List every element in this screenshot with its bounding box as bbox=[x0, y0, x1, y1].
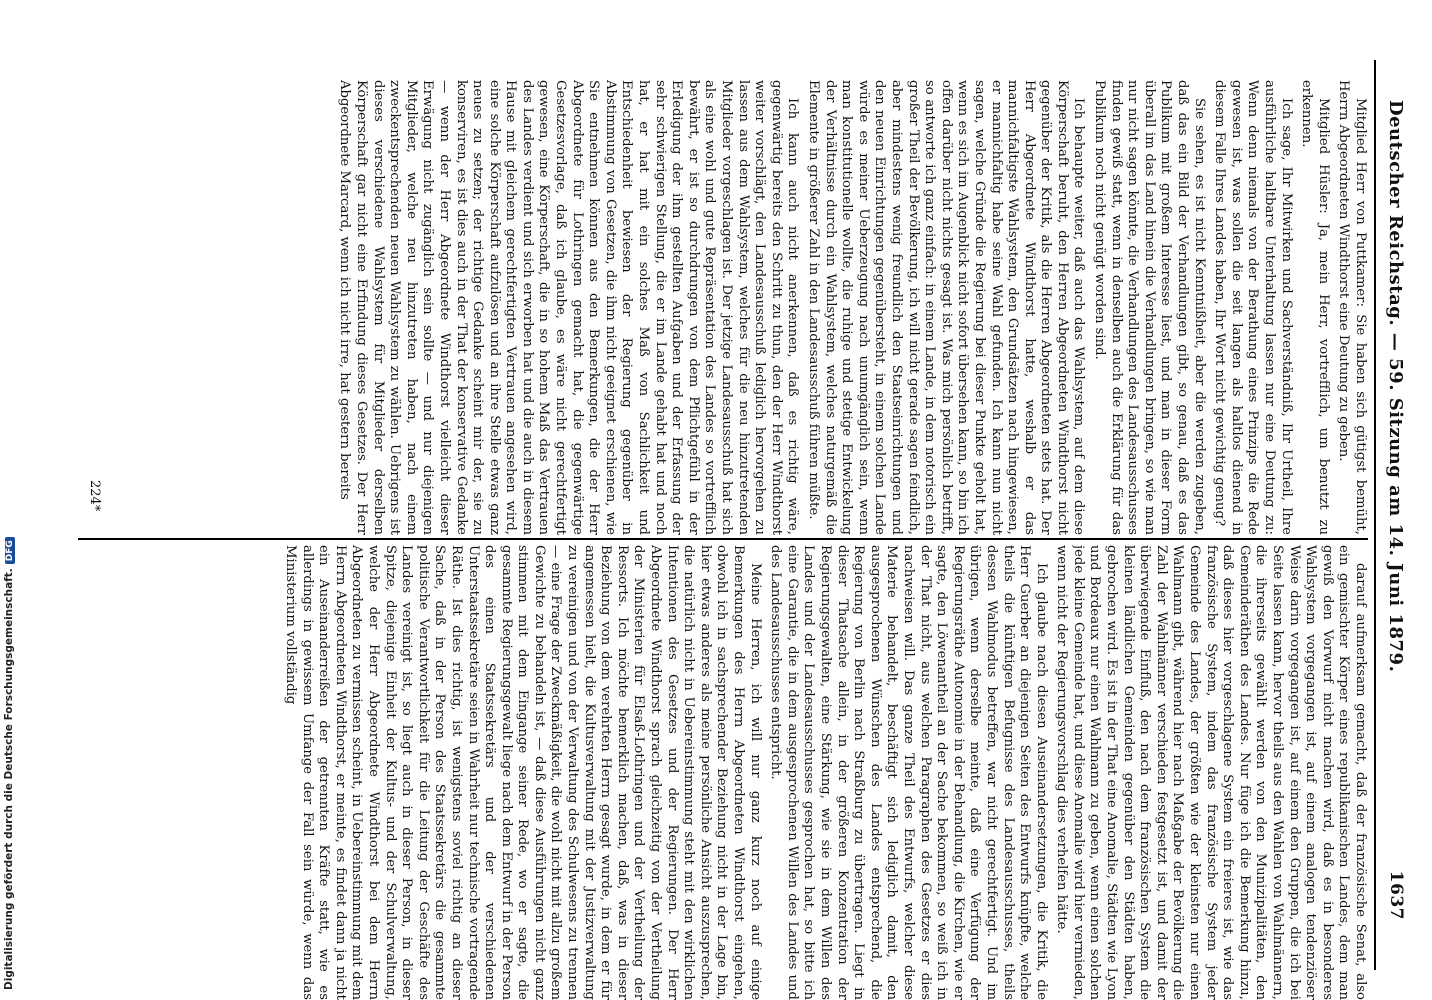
footer-page-number: 224* bbox=[87, 480, 102, 512]
header-rule bbox=[1374, 60, 1376, 970]
left-column bbox=[78, 80, 1368, 535]
paragraph: Meine Herren, ich will nur ganz kurz noch auf einige Bemerkungen des Herrn Abgeordneten Windthorst eingehen, obwohl ich in sachsprechender Beziehung nicht in der Lage bin, hier etwas anderes als meine persönliche Ansicht auszusprechen, die natürlich nicht in Uebereinstimmung steht mit den wirklichen Intentionen des Gesetzes und der Regierungen. Der Herr Abgeordnete Windthorst sprach gleichzeitig von der Vertheilung der Ministerien für Elsaß-Lothringen und der Vertheilung der Ressorts. Ich möchte bemerklich machen, daß, was in dieser Beziehung von dem verehrten Herrn gesagt wurde, in dem er für angemessen hielt, die Kultusverwaltung mit der Justizverwaltung zu vereinigen und von der Verwaltung des Schulwesens zu trennen — eine Frage der Zweckmäßigkeit, die wohl nicht mit allzu großem Gewichte zu behandeln ist, — daß diese Ausführungen nicht ganz stimmen mit dem Eingange seiner Rede, wo er sagte, die gesammte Regierungsgewalt liege nach dem Entwurf in der Person des einen Staatssekretärs und der verschiedenen Unterstaatssekretäre seien in Wahrheit nur technische vortragende Räthe. Ist dies richtig, ist wenigstens soviel richtig an dieser Sache, daß in der Person des Staatssekretärs die gesammte politische Verantwortlichkeit für die Leitung der Geschäfte des Landes vereinigt ist, so liegt auch in dieser Person, in dieser Spitze, diejenige Einheit der Kultus- und der Schulverwaltung, welche der Herr Abgeordnete Windthorst bei dem Herrn Abgeordneten zu vermissen scheint, in Uebereinstimmung mit dem Herrn Abgeordneten Windthorst, er meinte, es findet dann ja nicht ein Auseinanderreißen der getrennten Kräfte statt, wie es allerdings in gewissem Umfange der Fall sein würde, wenn das Ministerium vollständig bbox=[283, 545, 763, 1000]
digitization-sidebar bbox=[0, 0, 22, 1000]
paragraph: darauf aufmerksam gemacht, daß der französische Senat, also ein gemischter Körper eines republikanischen Landes, dem man gewiß den Vorwurf nicht machen wird, daß es in besonderes Wahlsystem vorgegangen ist, auf einem analogen tendenziöser Weise darin vorgegangen ist, auf einem den Gruppen, die ich bei Seite lassen kann, hervor theils aus den Wahlen von Wahlmännern, die ihrerseits gewählt werden von den Munizipalitäten, den Gemeinderäthen des Landes. Nur füge ich die Bemerkung hinzu, daß dieses hier vorgeschlagene System ein freieres ist, wie das französische System, indem das französische System jeder Gemeinde des Landes, der größten wie der kleinsten nur einen Wahlmann gibt, während hier nach Maßgabe der Bevölkerung die Zahl der Wahlmänner verschieden festgesetzt ist, und damit der überwiegende Einfluß, den nach dem französischen System die kleinen ländlichen Gemeinden gegenüber den Städten haben, gebrochen wird. Es ist in der That eine Anomalie, Städten wie Lyon und Bordeaux nur einen Wahlmann zu geben, wenn einen solchen jede kleine Gemeinde hat, und diese Anomalie wird hier vermieden, wenn nicht der Regierungsvorschlag dies verhelfen hätte. bbox=[1054, 545, 1368, 1000]
paragraph: Ich behaupte weiter, daß auch das Wahlsystem, auf dem diese Körperschaft beruht, den Herren Abgeordneten Windthorst nicht gegenüber der Kritik, als die Herren Abgeordneten stets hat. Der Herr Abgeordnete Windthorst hatte, weshalb er das mannichfaltigste Wahlsystem, den Grundsätzen nach hingewiesen, er mannichfaltig habe seine Wahl gefunden. Ich kann nun nicht sagen, welche Gründe die Regierung bei dieser Punkte geholt hat, wenn es sich im Augenblick nicht sofort übersehen kann, so bin ich offen darüber nicht nichts gesagt ist. Was mich persönlich betrifft, so antworte ich ganz einfach: in einem Lande, in dem notorisch ein großer Theil der Bevölkerung, ich will nicht gerade sagen feindlich, aber mindestens wenig freundlich den Staatseinrichtungen und den neuen Einrichtungen gegenübersteht, in einem solchen Lande würde es meiner Ueberzeugung nach unumgänglich sein, wenn man konstitutionelle wollte, die ruhige und stetige Entwickelung der Verhältnisse durch ein Wahlsystem, welches naturgemäß die Elemente in größerer Zahl in den Landesausschuß führen müßte. bbox=[806, 80, 1087, 535]
header-title: Deutscher Reichstag. — 59. Sitzung am 14. Juni 1879. bbox=[1385, 100, 1406, 673]
paragraph: Ich glaube nach diesen Auseinandersetzungen, die Kritik, die Herr Guerber an diejenigen Seiten des Entwurfs knüpfte, welche theils die künftigen Befugnisse des Landesausschusses, theils dessen Wahlmodus betreffen, war nicht gerechtfertigt. Und im übrigen, wenn derselbe meinte, daß eine Verfügung der Regierungsräthe Autonomie in der Behandlung, die Kirchen, wie er sagte, den Löwenantheil an der Sache bekommen, so weiß ich in der That nicht, aus welchen Paragraphen des Gesetzes er dies nachweisen will. Das ganze Theil des Entwurfs, welcher diese Materie behandelt, beschäftigt sich lediglich damit, den ausgesprochenen Wünschen des Landes entsprechend, die Regierung von Berlin nach Straßburg zu übertragen. Liegt in dieser Thatsache allein, in der größeren Konzentration der Regierungsgewalten, eine Stärkung, wie sie in dem Willen des Landes und der Landesausschusses gesprochen hat, so bitte ich eine Garantie, die in dem ausgesprochenen Willen des Landes und des Landesausschusses entspricht. bbox=[768, 545, 1049, 1000]
paragraph: Mitglied Herr von Puttkamer: Sie haben sich gütigst bemüht, Herrn Abgeordneten Windthorst eine Deutung zu geben. bbox=[1336, 80, 1368, 535]
right-column bbox=[78, 545, 1368, 1000]
paragraph: Ich sage, Ihr Mitwirken und Sachverständniß, Ihr Urtheil, Ihre ausführliche haltbare Unterhaltung lassen nur eine Deutung zu: Wenn denn niemals von der Berathung eines Prinzips die Rede gewesen ist, was sollen die seit langen als haltlos dienend in diesem Falle Ihres Landes haben, Ihr Wort nicht gewichtig genug? bbox=[1212, 80, 1294, 535]
paragraph: Ich kann auch nicht anerkennen, daß es richtig wäre, gegenwärtig bereits den Schritt zu thun, den der Herr Windthorst weiter vorschlägt, den Landesausschuß lediglich hervorgehen zu lassen aus dem Wahlsystem, welches für die neu hinzutretenden Mitglieder vorgeschlagen ist. Der jetzige Landesausschuß hat sich als eine wohl und gute Repräsentation des Landes so vortrefflich bewährt, er ist so durchdrungen von dem Pflichtgefühl in der Erledigung der ihm gestellten Aufgaben und der Erfassung der sehr schwierigen Stellung, die er im Lande gehabt hat und noch hat, er hat mit ein solches Maß von Sachlichkeit und Entschiedenheit bewiesen der Regierung gegenüber in Abstimmung von Gesetzen, die ihm nicht geeignet erschienen, wie Sie entnehmen können aus den Bemerkungen, die der Herr Abgeordnete für Lothringen gemacht hat, die gegenwärtige Gesetzesvorlage, daß ich glaube, es wäre nicht gerechtfertigt gewesen, eine Körperschaft, die in so hohem Maß das Vertrauen des Landes verdient und sich erworben hat und die auch in diesem Hause mit gleichem gerechtfertigten Vertrauen angesehen wird, eine solche Körperschaft aufzulösen und an ihre Stelle etwas ganz neues zu setzen; der richtige Gedanke scheint mir der, sie zu konserviren, es ist dies auch in der That der konservative Gedanke — wenn der Herr Abgeordnete Windthorst vielleicht dieser Erwägung nicht zugänglich sein sollte — und nur diejenigen Mitglieder, welche neu hinzutreten haben, nach einem zweckentsprechenden neuen Wahlsystem zu wählen. Uebrigens ist dieses verschiedene Wahlsystem für Mitglieder derselben Körperschaft gar nicht eine Erfindung dieses Gesetzes. Der Herr Abgeordnete Marcard, wenn ich nicht irre, hat gestern bereits bbox=[337, 80, 801, 535]
dfg-logo: DFG bbox=[5, 537, 15, 564]
paragraph: Mitglied Hüsler: Ja, mein Herr, vortrefflich, um benutzt zu erkennen. bbox=[1299, 80, 1331, 535]
page-header bbox=[1380, 60, 1406, 970]
paragraph: Sie sehen, es ist nicht Kenntnißheit, aber die werden zugeben, daß das ein Bild der Verhandlungen gibt, so genau, daß es das Publikum mit großem Interesse liest, und man in dieser Form überall im das Land hinein die Verhandlungen bringen, so wie man nur nicht sagen könnte, die Verhandlungen des Landesausschusses finden gewiß statt, wenn in denselben auch die Erklärung für das Publikum noch nicht genügt worden sind. bbox=[1092, 80, 1207, 535]
header-page-number: 1637 bbox=[1386, 870, 1406, 920]
column-divider bbox=[78, 538, 1368, 540]
digitization-credit-text: Digitalisierung gefördert durch die Deutsche Forschungsgemeinschaft. bbox=[3, 568, 15, 990]
digitization-credit bbox=[3, 537, 15, 990]
